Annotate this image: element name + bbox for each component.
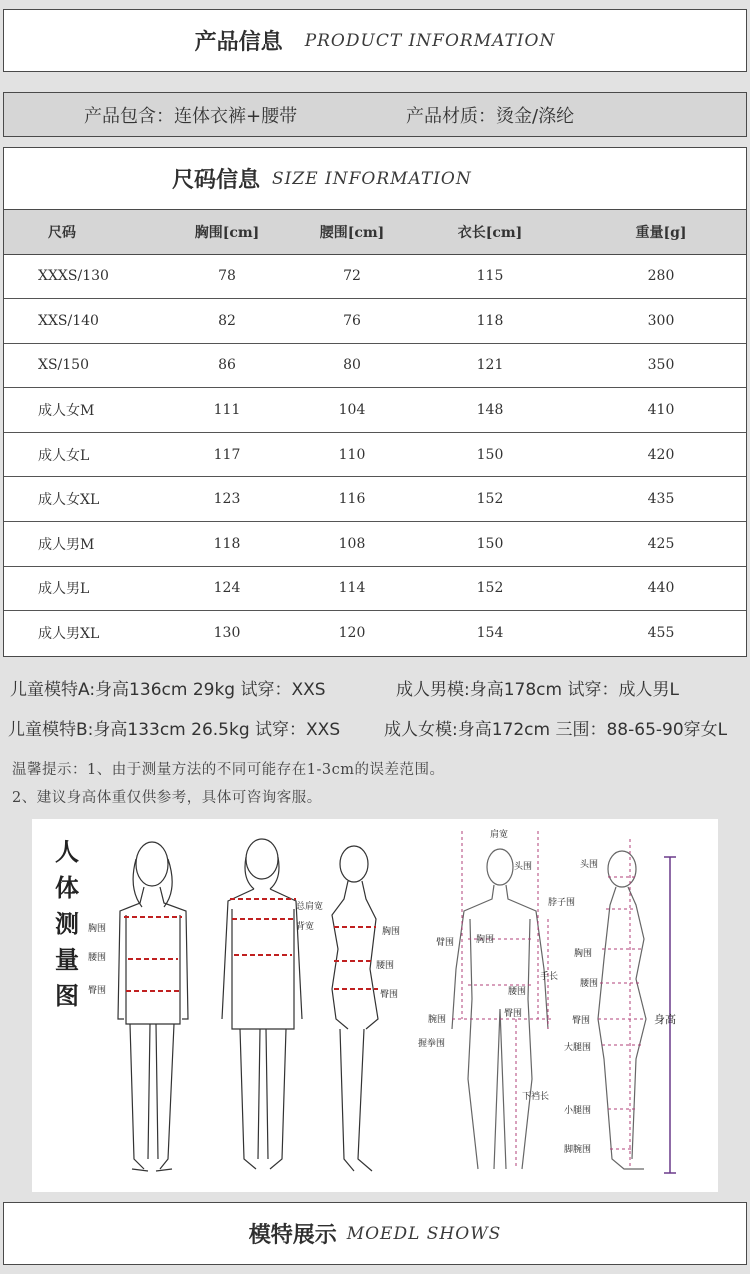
size-info-title-en: SIZE INFORMATION (272, 168, 472, 189)
label-calf: 小腿围 (564, 1106, 592, 1116)
size-cell: 成人男M (4, 522, 154, 567)
model-note-adult-male: 成人男模:身高178cm 试穿：成人男L (396, 680, 679, 700)
waist-cell: 80 (300, 343, 404, 388)
size-cell: 成人女M (4, 388, 154, 433)
weight-cell: 435 (576, 477, 746, 522)
size-table-row (4, 343, 746, 388)
waist-cell: 72 (300, 254, 404, 299)
chest-cell: 111 (154, 388, 300, 433)
length-cell: 154 (476, 625, 504, 642)
size-table-row (4, 522, 746, 567)
waist-cell: 76 (300, 299, 404, 344)
label-shoulder-width: 肩宽 (490, 830, 509, 840)
label-head-front: 头围 (514, 862, 533, 872)
col-chest: 胸围[cm] (154, 210, 300, 254)
label-chest-front: 胸围 (88, 924, 107, 934)
product-material: 产品材质：烫金/涤纶 (406, 105, 575, 127)
label-arm-length: 手长 (540, 972, 559, 982)
weight-cell: 455 (647, 625, 675, 642)
size-cell: 成人女L (4, 432, 154, 477)
label-waist-side-diagram: 腰围 (580, 979, 599, 989)
size-table-row (4, 388, 746, 433)
body-measurement-chart (32, 819, 718, 1192)
chest-cell: 78 (154, 254, 300, 299)
model-note-child-a: 儿童模特A:身高136cm 29kg 试穿：XXS (10, 680, 326, 700)
chest-cell: 86 (154, 343, 300, 388)
chest-cell: 82 (154, 299, 300, 344)
label-waist-front: 腰围 (88, 953, 107, 963)
model-shows-title-en: MOEDL SHOWS (346, 1223, 502, 1244)
label-hip-side: 臀围 (380, 990, 399, 1000)
size-table-header-row (4, 210, 746, 254)
col-length: 衣长[cm] (404, 210, 576, 254)
waist-cell: 110 (300, 432, 404, 477)
label-hip-side-diagram: 臀围 (572, 1016, 591, 1026)
size-cell: XXXS/130 (4, 254, 154, 299)
title-char: 图 (55, 982, 79, 1010)
label-chest-diagram: 胸围 (476, 935, 495, 945)
waist-cell: 120 (338, 625, 366, 642)
model-note-adult-female: 成人女模:身高172cm 三围：88-65-90穿女L (384, 720, 728, 740)
diagram-side-figure (598, 851, 646, 1169)
label-hip-front: 臀围 (88, 986, 107, 996)
length-cell: 118 (404, 299, 576, 344)
size-table-row (4, 432, 746, 477)
product-contents: 产品包含：连体衣裤+腰带 (84, 105, 298, 127)
label-wrist: 腕围 (428, 1015, 447, 1025)
label-chest-side-diagram: 胸围 (574, 949, 593, 959)
product-info-title-en: PRODUCT INFORMATION (304, 30, 556, 51)
length-cell: 148 (404, 388, 576, 433)
length-cell: 115 (404, 254, 576, 299)
label-arm: 臂围 (436, 938, 455, 948)
size-cell: 成人男XL (38, 626, 100, 643)
model-shows-header (3, 1202, 747, 1265)
size-info-title-cn: 尺码信息 (172, 168, 261, 193)
weight-cell: 350 (576, 343, 746, 388)
size-table-row (4, 611, 746, 656)
size-cell: 成人男L (4, 566, 154, 611)
title-char: 人 (55, 838, 79, 866)
size-table-row (4, 477, 746, 522)
size-table (4, 210, 746, 655)
col-waist: 腰围[cm] (300, 210, 404, 254)
label-ankle: 脚腕围 (564, 1145, 592, 1155)
weight-cell: 410 (576, 388, 746, 433)
label-crotch: 下裆长 (522, 1092, 550, 1102)
length-cell: 152 (404, 566, 576, 611)
label-thigh: 大腿围 (564, 1043, 592, 1053)
product-info-title-cn: 产品信息 (194, 30, 283, 55)
col-size: 尺码 (4, 210, 154, 254)
front-figure (118, 842, 188, 1171)
title-char: 量 (55, 946, 79, 974)
length-cell: 150 (404, 432, 576, 477)
title-char: 体 (55, 874, 79, 902)
chest-cell: 130 (213, 625, 241, 642)
diagram-front-figure (452, 849, 548, 1169)
chest-cell: 124 (154, 566, 300, 611)
label-waist-diagram: 腰围 (508, 987, 527, 997)
weight-cell: 425 (576, 522, 746, 567)
weight-cell: 420 (576, 432, 746, 477)
tip-line-1: 温馨提示：1、由于测量方法的不同可能存在1-3cm的误差范围。 (12, 762, 445, 778)
product-info-header (3, 9, 747, 72)
size-table-row (4, 254, 746, 299)
length-cell: 150 (404, 522, 576, 567)
label-back-width: 背宽 (296, 922, 315, 932)
title-char: 测 (55, 910, 79, 938)
size-info-header (4, 148, 746, 210)
waist-cell: 104 (300, 388, 404, 433)
label-chest-side: 胸围 (382, 927, 401, 937)
label-fist: 握拳围 (418, 1039, 446, 1049)
label-height: 身高 (654, 1013, 676, 1026)
length-cell: 121 (404, 343, 576, 388)
waist-cell: 114 (300, 566, 404, 611)
side-figure (332, 846, 378, 1171)
weight-cell: 280 (576, 254, 746, 299)
label-neck: 脖子围 (548, 898, 576, 908)
size-cell: XS/150 (4, 343, 154, 388)
waist-cell: 108 (300, 522, 404, 567)
label-waist-side: 腰围 (376, 961, 395, 971)
length-cell: 152 (404, 477, 576, 522)
body-figures-illustration (32, 819, 718, 1192)
label-total-shoulder: 总肩宽 (296, 902, 324, 912)
col-weight: 重量[g] (576, 210, 746, 254)
waist-cell: 116 (300, 477, 404, 522)
size-cell: XXS/140 (4, 299, 154, 344)
size-cell: 成人女XL (4, 477, 154, 522)
chest-cell: 118 (154, 522, 300, 567)
weight-cell: 300 (576, 299, 746, 344)
label-head-side: 头围 (580, 860, 599, 870)
weight-cell: 440 (576, 566, 746, 611)
back-figure (222, 839, 302, 1169)
chest-cell: 117 (154, 432, 300, 477)
size-table-row (4, 299, 746, 344)
tip-line-2: 2、建议身高体重仅供参考，具体可咨询客服。 (12, 790, 322, 806)
size-table-row (4, 566, 746, 611)
model-shows-title-cn: 模特展示 (248, 1223, 337, 1248)
size-info-section (3, 147, 747, 657)
product-info-bar (3, 92, 747, 137)
label-hip-diagram: 臀围 (504, 1009, 523, 1019)
model-note-child-b: 儿童模特B:身高133cm 26.5kg 试穿：XXS (8, 720, 341, 740)
chest-cell: 123 (154, 477, 300, 522)
